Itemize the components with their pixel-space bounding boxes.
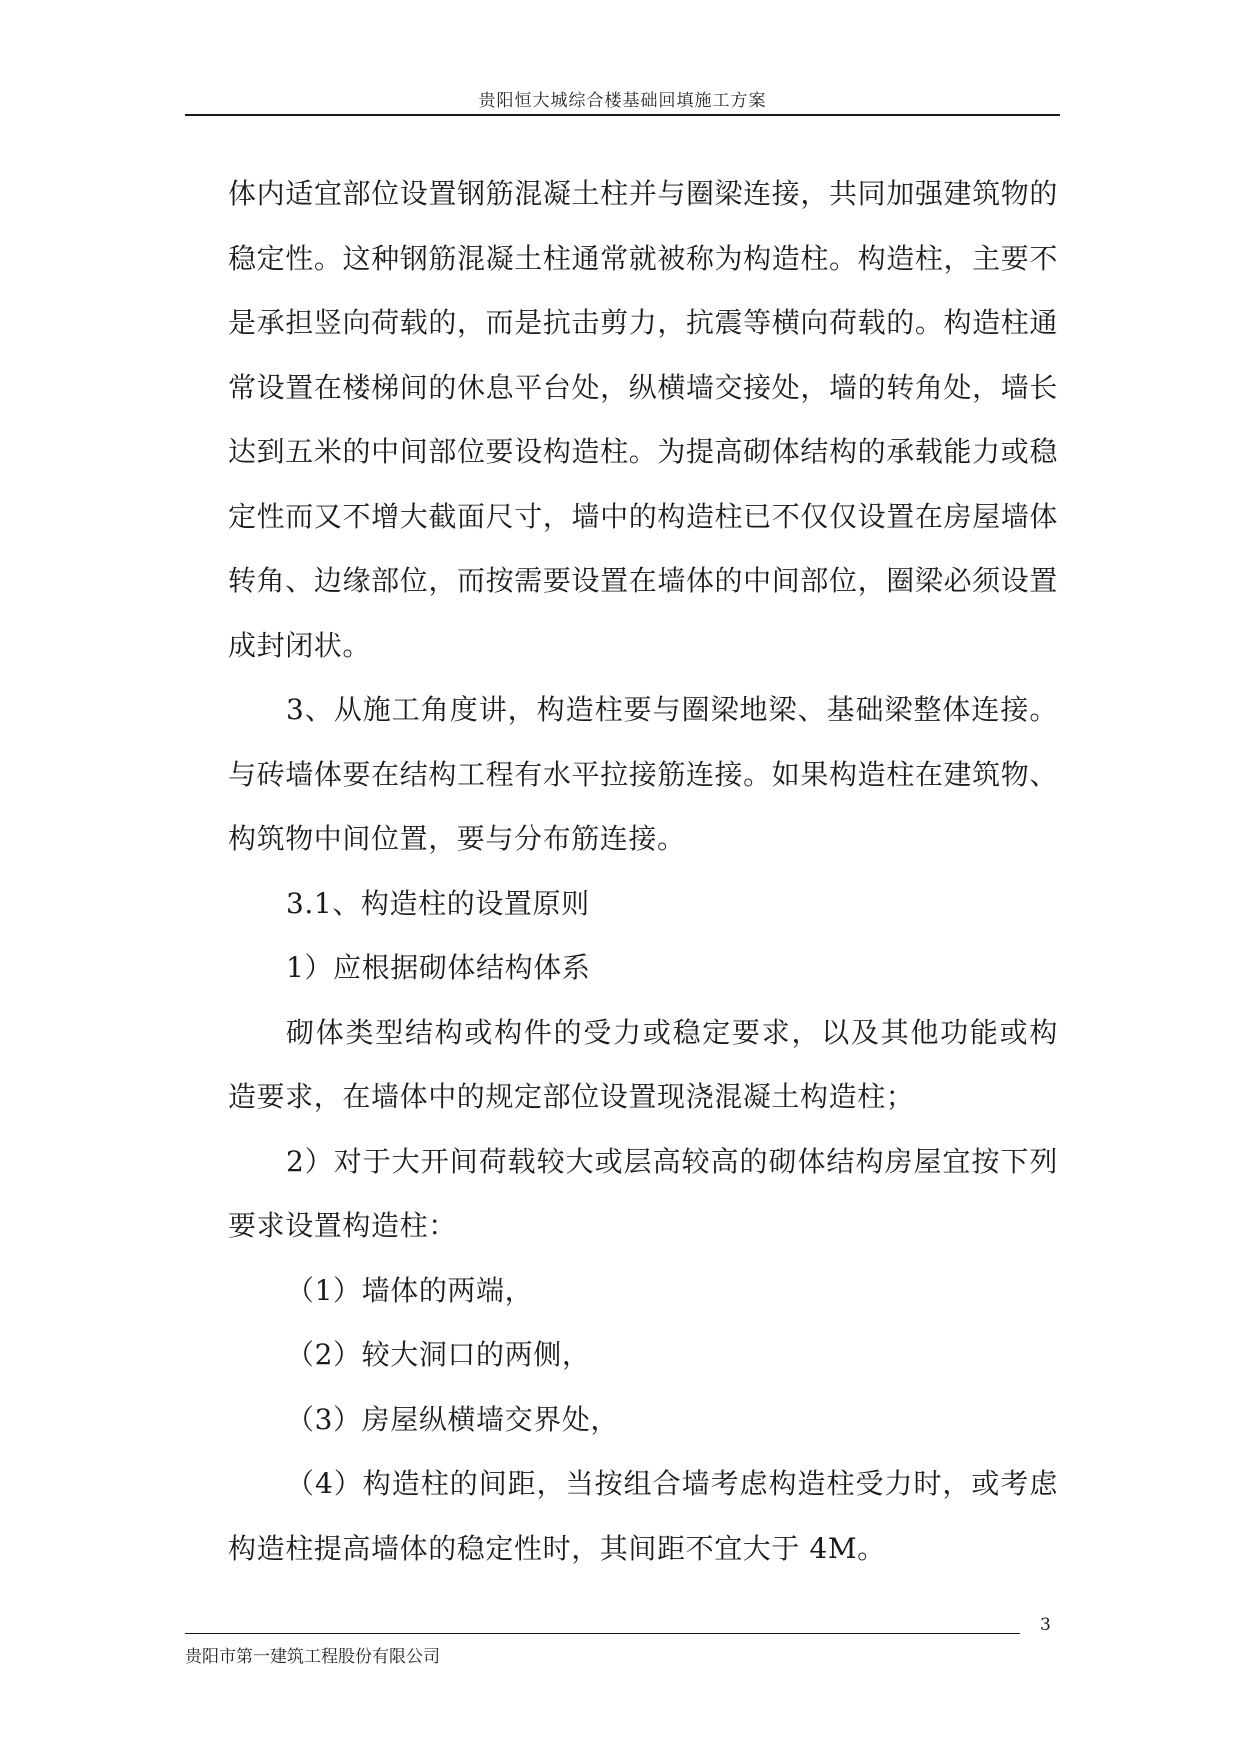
paragraph: 体内适宜部位设置钢筋混凝土柱并与圈梁连接，共同加强建筑物的稳定性。这种钢筋混凝土柱通常就被称为构造柱。构造柱，主要不是承担竖向荷载的，而是抗击剪力，抗震等横向荷载的。构造柱通常设置在楼梯间的休息平台处，纵横墙交接处，墙的转角处，墙长达到五米的中间部位要设构造柱。为提高砌体结构的承载能力或稳定性而又不增大截面尺寸，墙中的构造柱已不仅仅设置在房屋墙体转角、边缘部位，而按需要设置在墙体的中间部位，圈梁必须设置成封闭状。: [228, 177, 1058, 662]
sub-list-item: （4）构造柱的间距，当按组合墙考虑构造柱受力时，或考虑构造柱提高墙体的稳定性时，其间距不宜大于 4M。: [228, 1467, 1058, 1565]
body-text: [228, 162, 1058, 1581]
paragraph: 砌体类型结构或构件的受力或稳定要求，以及其他功能或构造要求，在墙体中的规定部位设置现浇混凝土构造柱；: [228, 1015, 1058, 1113]
page-number: 3: [1040, 1615, 1051, 1635]
section-heading: 3.1、构造柱的设置原则: [286, 886, 590, 920]
running-header-title: 贵阳恒大城综合楼基础回填施工方案: [478, 91, 767, 111]
list-item: 1）应根据砌体结构体系: [286, 951, 591, 984]
sub-list-item: （1）墙体的两端，: [286, 1273, 534, 1307]
footer-company-name: 贵阳市第一建筑工程股份有限公司: [185, 1647, 440, 1667]
footer-divider: [185, 1633, 1020, 1634]
sub-list-item: （3）房屋纵横墙交界处，: [286, 1402, 620, 1436]
paragraph: 3、从施工角度讲，构造柱要与圈梁地梁、基础梁整体连接。与砖墙体要在结构工程有水平拉接筋连接。如果构造柱在建筑物、构筑物中间位置，要与分布筋连接。: [228, 693, 1058, 855]
header-divider: [185, 114, 1060, 116]
list-item: 2）对于大开间荷载较大或层高较高的砌体结构房屋宜按下列要求设置构造柱：: [228, 1144, 1058, 1242]
sub-list-item: （2）较大洞口的两侧，: [286, 1338, 591, 1371]
